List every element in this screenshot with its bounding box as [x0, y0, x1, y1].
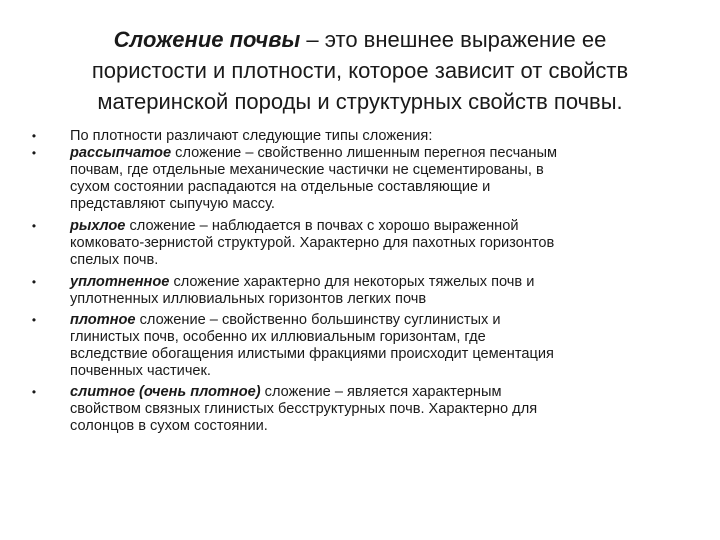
title-term: Сложение почвы — [113, 27, 301, 52]
bullet-dot: • — [31, 219, 37, 233]
bullet-text-line: уплотненных иллювиальных горизонтов легких почв — [70, 291, 427, 307]
bullet-loose-sandy — [28, 145, 668, 213]
bullet-compacted — [28, 274, 668, 308]
bullet-text-line: вследствие обогащения илистыми фракциями происходит цементация — [70, 346, 554, 362]
bullet-list — [28, 128, 668, 435]
bullet-text-line: представляют сыпучую массу. — [70, 196, 275, 212]
bullet-text-line: спелых почв. — [70, 252, 159, 268]
bullet-dot: • — [31, 129, 37, 143]
bullet-text-line: комковато-зернистой структурой. Характерно для пахотных горизонтов — [70, 235, 555, 251]
bullet-text-line: сложение – наблюдается в почвах с хорошо выраженной — [125, 218, 519, 234]
bullet-text-line: сложение – свойственно большинству суглинистых и — [135, 312, 501, 328]
bullet-text-line: сложение характерно для некоторых тяжелых почв и — [169, 274, 535, 290]
bullet-text: По плотности различают следующие типы сложения: — [70, 128, 433, 144]
bullet-friable — [28, 218, 668, 269]
bullet-dot: • — [31, 275, 37, 289]
bullet-text-line: почвенных частичек. — [70, 363, 211, 379]
title-rest: – это внешнее выражение ее — [300, 27, 607, 52]
bullet-dot: • — [31, 385, 37, 399]
bullet-term: рассыпчатое — [70, 145, 172, 161]
title-line-2: пористости и плотности, которое зависит от свойств — [91, 58, 629, 83]
bullet-term: слитное (очень плотное) — [70, 384, 261, 400]
bullet-term: уплотненное — [70, 274, 170, 290]
bullet-text-line: сложение – является характерным — [260, 384, 502, 400]
bullet-text-line: сложение – свойственно лишенным перегноя песчаным — [171, 145, 557, 161]
title-line-3: материнской породы и структурных свойств почвы. — [97, 89, 623, 114]
slide-title — [40, 24, 680, 117]
bullet-intro — [28, 128, 668, 145]
bullet-term: рыхлое — [70, 218, 126, 234]
bullet-text-line: почвам, где отдельные механические частички не сцементированы, в — [70, 162, 544, 178]
bullet-merged — [28, 384, 668, 435]
bullet-dense — [28, 312, 668, 380]
bullet-text-line: глинистых почв, особенно их иллювиальным горизонтам, где — [70, 329, 486, 345]
bullet-text-line: солонцов в сухом состоянии. — [70, 418, 268, 434]
bullet-dot: • — [31, 146, 37, 160]
bullet-text-line: свойством связных глинистых бесструктурных почв. Характерно для — [70, 401, 538, 417]
bullet-dot: • — [31, 313, 37, 327]
bullet-term: плотное — [70, 312, 136, 328]
bullet-text-line: сухом состоянии распадаются на отдельные составляющие и — [70, 179, 491, 195]
